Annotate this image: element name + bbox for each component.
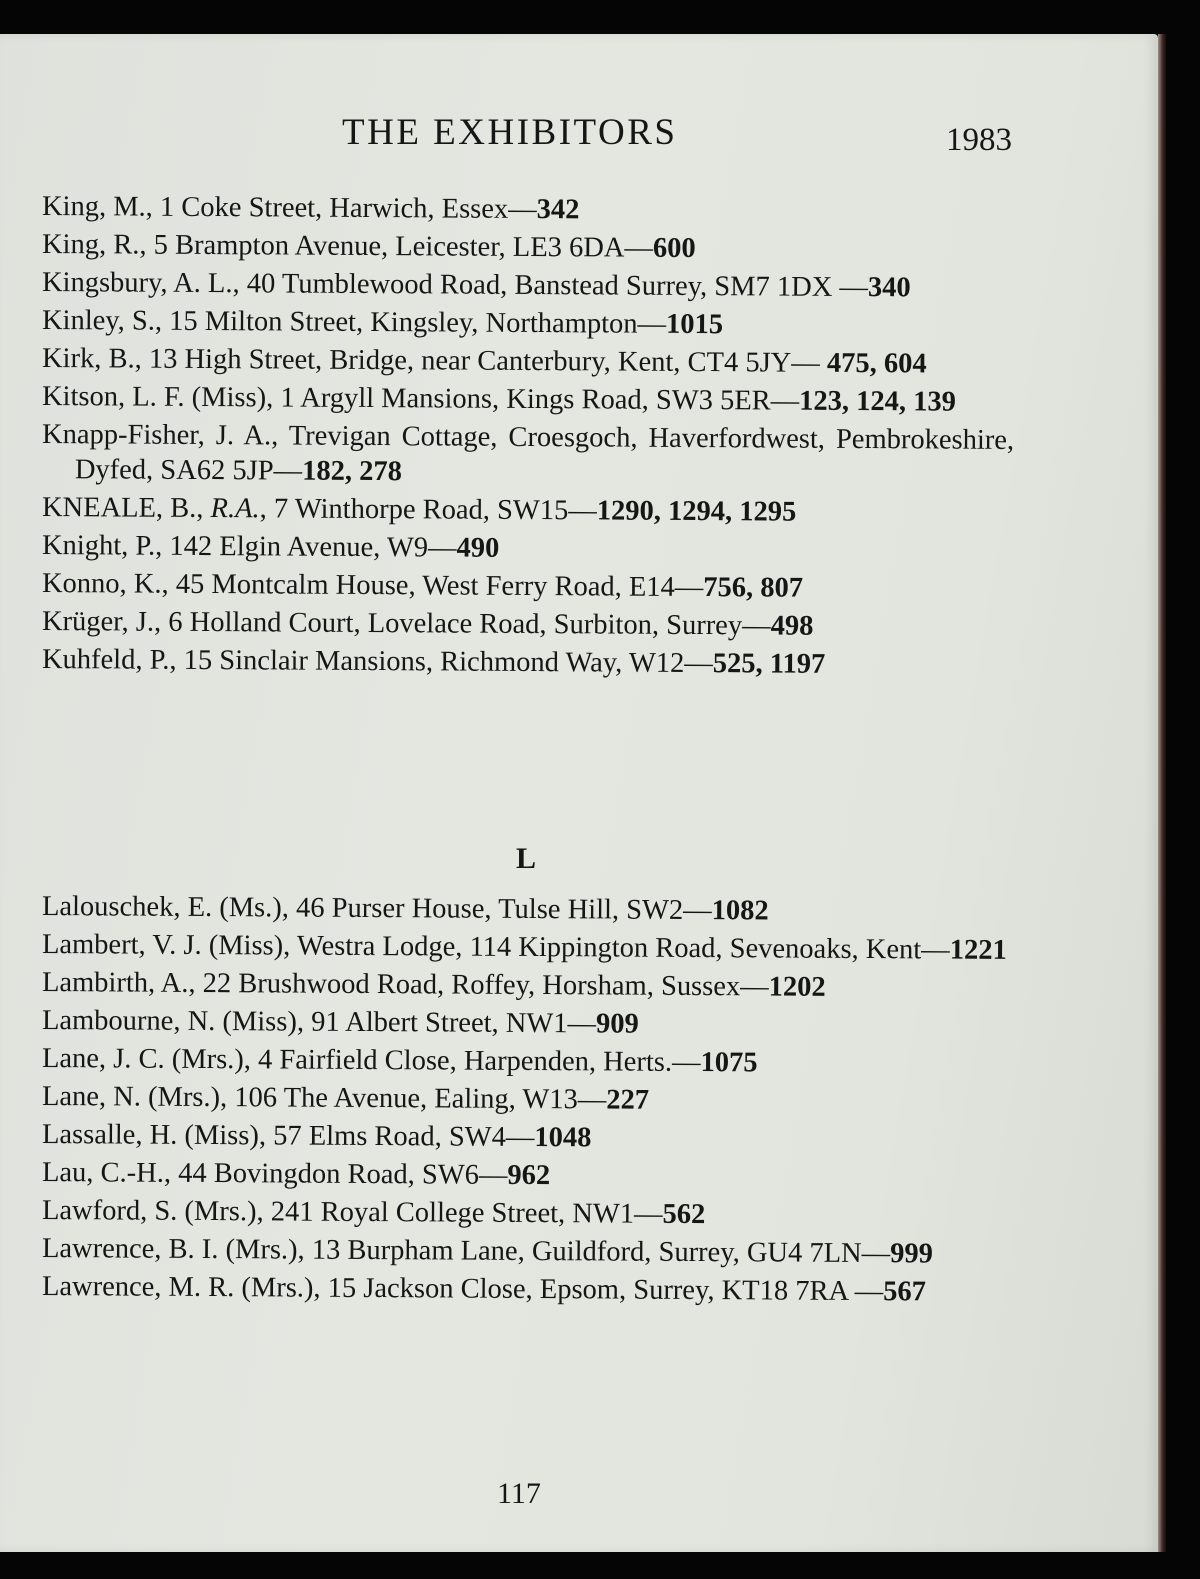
exhibitor-entry [42, 528, 1014, 569]
entry-catalogue-numbers: 756, 807 [703, 572, 804, 604]
entry-address: Lawrence, M. R. (Mrs.), 15 Jackson Close, Epsom, Surrey, KT18 7RA — [41, 1271, 884, 1308]
entry-address: King, M., 1 Coke Street, Harwich, Essex— [41, 191, 537, 226]
exhibitor-entry [42, 417, 1014, 493]
exhibitor-entry [42, 889, 1014, 930]
entry-catalogue-numbers: 600 [652, 232, 696, 264]
entry-address: Kuhfeld, P., 15 Sinclair Mansions, Richmond Way, W12— [41, 644, 713, 680]
entry-address: Lassalle, H. (Miss), 57 Elms Road, SW4— [41, 1119, 535, 1154]
entry-address: , 7 Winthorpe Road, SW15— [259, 493, 597, 527]
entry-address: King, R., 5 Brampton Avenue, Leicester, LE3 6DA— [41, 229, 654, 264]
exhibitor-entry [42, 265, 1014, 306]
entry-address: Konno, K., 45 Montcalm House, West Ferry Road, E14— [41, 568, 704, 604]
exhibitor-entry [42, 1269, 1014, 1310]
entry-address: Lalouschek, E. (Ms.), 46 Purser House, Tulse Hill, SW2— [41, 891, 712, 927]
exhibitor-entry [42, 965, 1014, 1006]
entry-catalogue-numbers: 1082 [711, 895, 769, 927]
entry-name: KNEALE, B., [41, 492, 211, 525]
exhibitor-entry [42, 1003, 1014, 1044]
entry-catalogue-numbers: 567 [883, 1276, 927, 1308]
entry-address: Lambirth, A., 22 Brushwood Road, Roffey, Horsham, Sussex— [41, 967, 769, 1003]
entry-catalogue-numbers: 342 [536, 194, 580, 226]
entry-catalogue-numbers: 490 [456, 532, 500, 564]
exhibitor-entry [42, 1117, 1014, 1158]
entry-catalogue-numbers: 1048 [534, 1122, 592, 1154]
exhibitor-entry [42, 927, 1014, 968]
exhibitor-list-l [42, 889, 1014, 1307]
entry-catalogue-numbers: 562 [662, 1198, 706, 1231]
entry-address: Krüger, J., 6 Holland Court, Lovelace Road, Surbiton, Surrey— [41, 606, 771, 642]
exhibitor-entry [42, 566, 1014, 607]
entry-catalogue-numbers: 1075 [700, 1047, 758, 1079]
entry-address: Lambert, V. J. (Miss), Westra Lodge, 114 Kippington Road, Sevenoaks, Kent— [41, 929, 950, 966]
exhibitor-list-k [42, 189, 1014, 680]
entry-catalogue-numbers: 498 [770, 610, 814, 642]
exhibitor-entry [42, 303, 1014, 344]
entry-address: Lawford, S. (Mrs.), 241 Royal College Street, NW1— [41, 1195, 663, 1230]
entry-catalogue-numbers: 475, 604 [826, 347, 927, 380]
entry-address: Knight, P., 142 Elgin Avenue, W9— [41, 530, 457, 564]
entry-address: Lambourne, N. (Miss), 91 Albert Street, NW1— [41, 1005, 597, 1040]
entry-address: Lau, C.-H., 44 Bovingdon Road, SW6— [41, 1157, 508, 1191]
exhibitor-entry [42, 227, 1014, 268]
entry-address: Kitson, L. F. (Miss), 1 Argyll Mansions, Kings Road, SW3 5ER— [41, 381, 800, 417]
exhibitor-entry [42, 642, 1014, 683]
entry-catalogue-numbers: 123, 124, 139 [799, 385, 957, 418]
exhibitor-entry [42, 604, 1014, 645]
entry-address: Kinley, S., 15 Milton Street, Kingsley, Northampton— [41, 305, 667, 340]
entry-honour: R.A. [210, 493, 260, 525]
exhibitor-entry [42, 1079, 1014, 1120]
page-number: 117 [497, 1477, 541, 1510]
running-head: THE EXHIBITORS [342, 112, 678, 153]
exhibitor-entry [42, 1193, 1014, 1234]
entry-catalogue-numbers: 227 [606, 1084, 650, 1116]
section-letter: L [516, 842, 537, 875]
entry-catalogue-numbers: 909 [595, 1008, 639, 1040]
entry-catalogue-numbers: 340 [867, 272, 911, 304]
entry-catalogue-numbers: 962 [507, 1159, 551, 1192]
exhibitor-entry [42, 490, 1014, 531]
catalogue-page [0, 34, 1158, 1552]
entry-address: Knapp-Fisher, J. A., Trevigan Cottage, Croesgoch, Haverfordwest, Pembrokeshire, Dyfed, SA62 5JP— [42, 419, 1015, 487]
entry-catalogue-numbers: 1221 [949, 934, 1007, 966]
exhibitor-entry [42, 1041, 1014, 1082]
exhibitor-entry [42, 341, 1014, 382]
year-label: 1983 [946, 122, 1012, 158]
entry-address: Lane, J. C. (Mrs.), 4 Fairfield Close, Harpenden, Herts.— [41, 1043, 701, 1079]
entry-address: Kingsbury, A. L., 40 Tumblewood Road, Banstead Surrey, SM7 1DX — [41, 267, 869, 304]
entry-catalogue-numbers: 1015 [665, 308, 724, 341]
entry-address: Lawrence, B. I. (Mrs.), 13 Burpham Lane, Guildford, Surrey, GU4 7LN— [41, 1233, 891, 1270]
entry-catalogue-numbers: 1290, 1294, 1295 [596, 495, 797, 528]
entry-address: Lane, N. (Mrs.), 106 The Avenue, Ealing, W13— [41, 1081, 607, 1116]
exhibitor-entry [42, 1231, 1014, 1272]
exhibitor-entry [42, 189, 1014, 230]
exhibitor-entry [42, 379, 1014, 420]
entry-address: Kirk, B., 13 High Street, Bridge, near Canterbury, Kent, CT4 5JY— [41, 343, 828, 379]
entry-catalogue-numbers: 525, 1197 [712, 648, 826, 680]
page-edge [1158, 34, 1166, 1552]
exhibitor-entry [42, 1155, 1014, 1196]
entry-catalogue-numbers: 182, 278 [302, 455, 402, 488]
entry-catalogue-numbers: 999 [890, 1238, 934, 1270]
entry-catalogue-numbers: 1202 [768, 971, 826, 1003]
